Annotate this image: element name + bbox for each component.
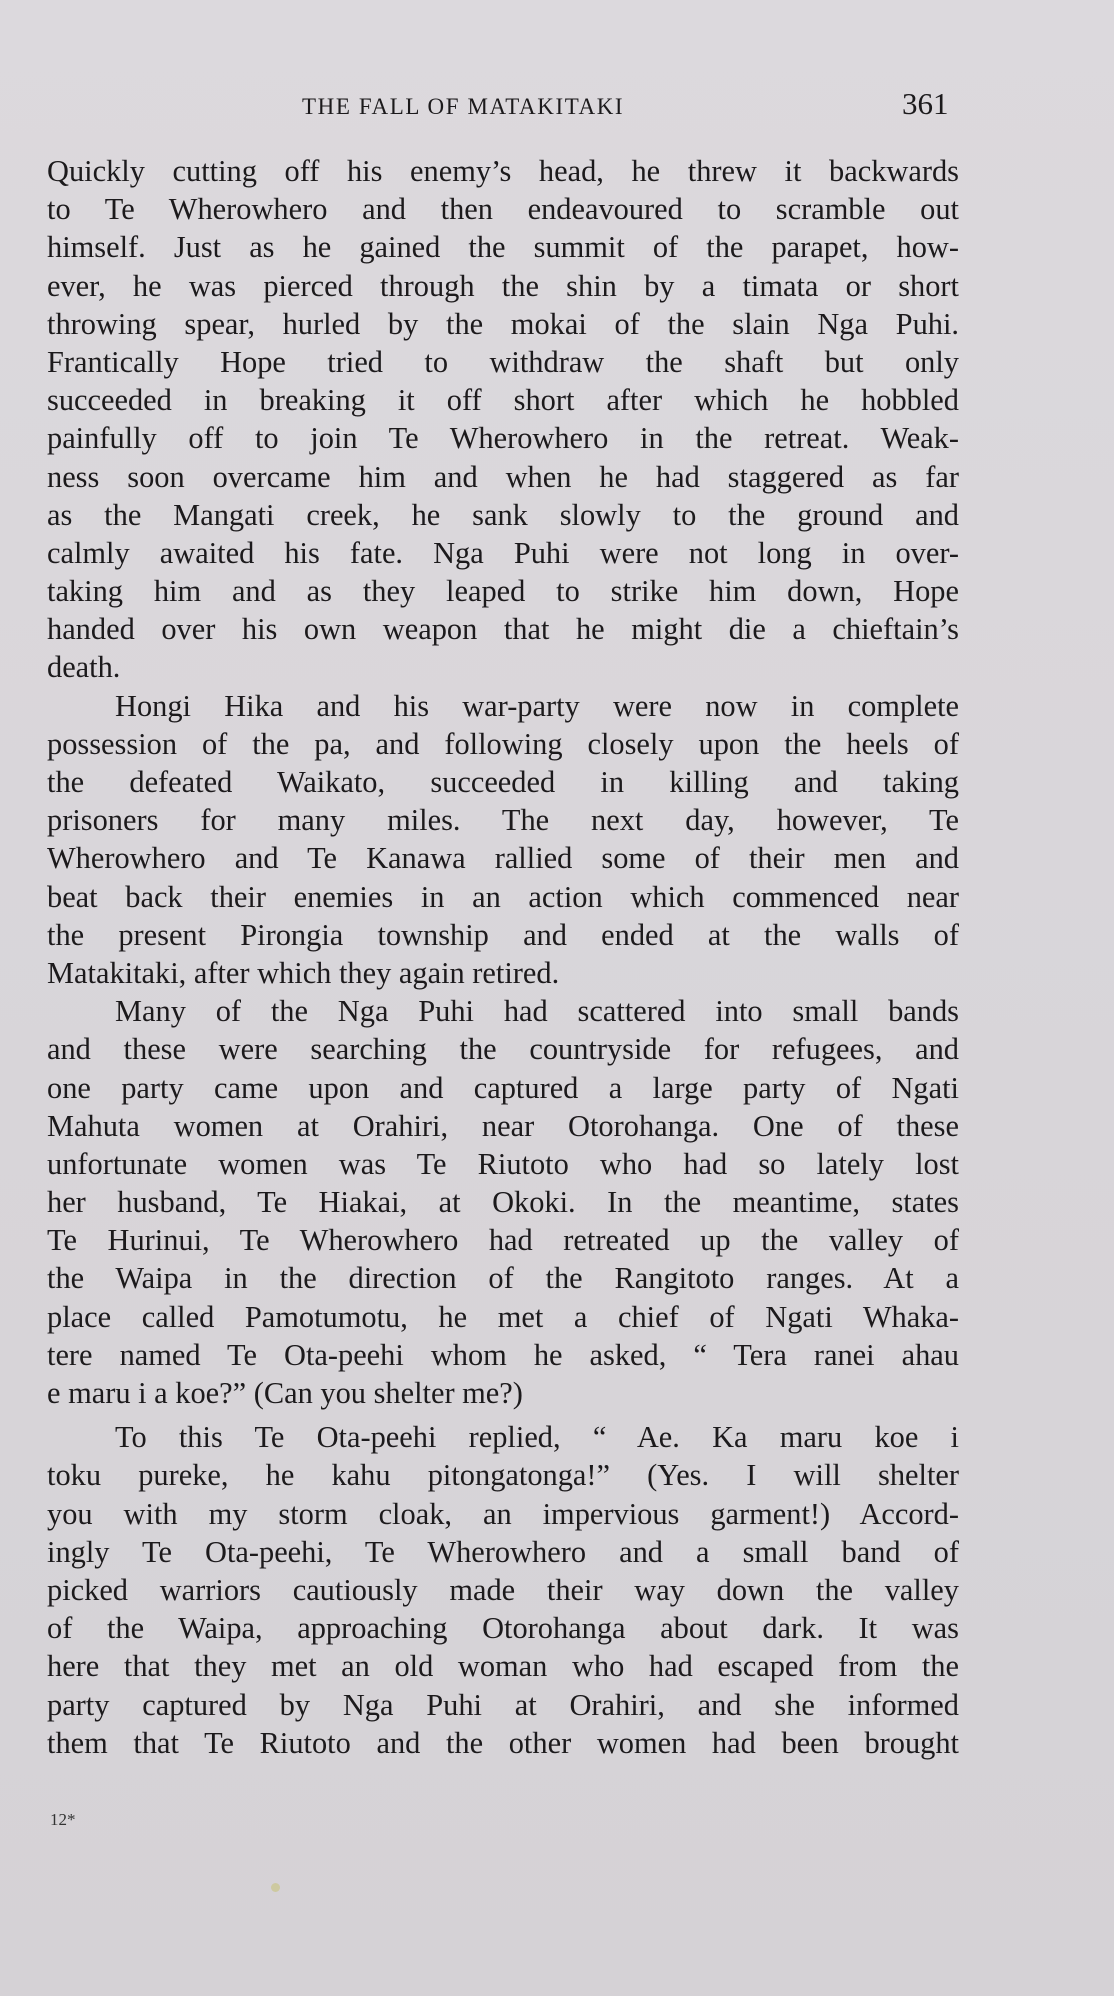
text-line: possession of the pa, and following closely upon the heels of [47,726,959,761]
text-line: of the Waipa, approaching Otorohanga about dark. It was [47,1611,959,1646]
text-line: succeeded in breaking it off short after which he hobbled [47,383,959,418]
text-line: painfully off to join Te Wherowhero in the retreat. Weak- [47,421,959,456]
text-line: beat back their enemies in an action which commenced near [47,879,959,914]
text-line: calmly awaited his fate. Nga Puhi were not long in over- [47,535,959,570]
text-line: Wherowhero and Te Kanawa rallied some of their men and [47,841,959,876]
text-line: here that they met an old woman who had escaped from the [47,1649,959,1684]
body-text [47,152,959,1762]
text-line: throwing spear, hurled by the mokai of the slain Nga Puhi. [47,306,959,341]
text-line: prisoners for many miles. The next day, however, Te [47,803,959,838]
paragraph-4 [47,1418,959,1762]
text-line: himself. Just as he gained the summit of the parapet, how- [47,230,959,265]
signature-mark: 12* [50,1810,76,1829]
text-line: them that Te Riutoto and the other women had been brought [47,1725,959,1760]
text-line: death. [47,650,121,685]
paper-speck [271,1883,280,1892]
text-line: one party came upon and captured a large party of Ngati [47,1070,959,1105]
text-line: Te Hurinui, Te Wherowhero had retreated up the valley of [47,1223,959,1258]
text-line: as the Mangati creek, he sank slowly to the ground and [47,497,959,532]
text-line: handed over his own weapon that he might die a chieftain’s [47,612,959,647]
text-line: the Waipa in the direction of the Rangitoto ranges. At a [47,1261,959,1296]
text-line: To this Te Ota-peehi replied, “ Ae. Ka maru koe i [115,1420,959,1455]
text-line: you with my storm cloak, an impervious garment!) Accord- [47,1496,959,1531]
text-line: the defeated Waikato, succeeded in killing and taking [47,765,959,799]
text-line: party captured by Nga Puhi at Orahiri, and she informed [47,1687,959,1722]
text-line: her husband, Te Hiakai, at Okoki. In the meantime, states [47,1185,959,1220]
text-line: e maru i a koe?” (Can you shelter me?) [47,1376,523,1410]
text-line: to Te Wherowhero and then endeavoured to scramble out [47,192,959,227]
text-line: taking him and as they leaped to strike him down, Hope [47,574,959,609]
paragraph-3 [47,992,959,1412]
paragraph-1 [47,152,959,687]
text-line: ingly Te Ota-peehi, Te Wherowhero and a small band of [47,1534,959,1569]
text-line: toku pureke, he kahu pitongatonga!” (Yes. I will shelter [47,1458,959,1493]
text-line: place called Pamotumotu, he met a chief of Ngati Whaka- [47,1299,959,1334]
paragraph-2 [47,687,959,993]
text-line: picked warriors cautiously made their way down the valley [47,1572,959,1607]
page-header [0,86,1114,126]
page-number: 361 [902,86,949,121]
text-line: unfortunate women was Te Riutoto who had so lately lost [47,1146,959,1181]
text-line: ness soon overcame him and when he had staggered as far [47,459,959,494]
running-title: THE FALL OF MATAKITAKI [302,94,625,119]
text-line: Quickly cutting off his enemy’s head, he threw it backwards [47,154,959,188]
text-line: Mahuta women at Orahiri, near Otorohanga. One of these [47,1108,959,1143]
text-line: Many of the Nga Puhi had scattered into small bands [115,994,959,1029]
text-line: Hongi Hika and his war-party were now in complete [115,688,959,723]
text-line: Matakitaki, after which they again retired. [47,955,560,990]
text-line: the present Pirongia township and ended at the walls of [47,917,959,952]
text-line: ever, he was pierced through the shin by a timata or short [47,268,959,303]
text-line: and these were searching the countryside for refugees, and [47,1032,959,1067]
text-line: tere named Te Ota-peehi whom he asked, “ Tera ranei ahau [47,1337,959,1372]
text-line: Frantically Hope tried to withdraw the shaft but only [47,344,959,379]
